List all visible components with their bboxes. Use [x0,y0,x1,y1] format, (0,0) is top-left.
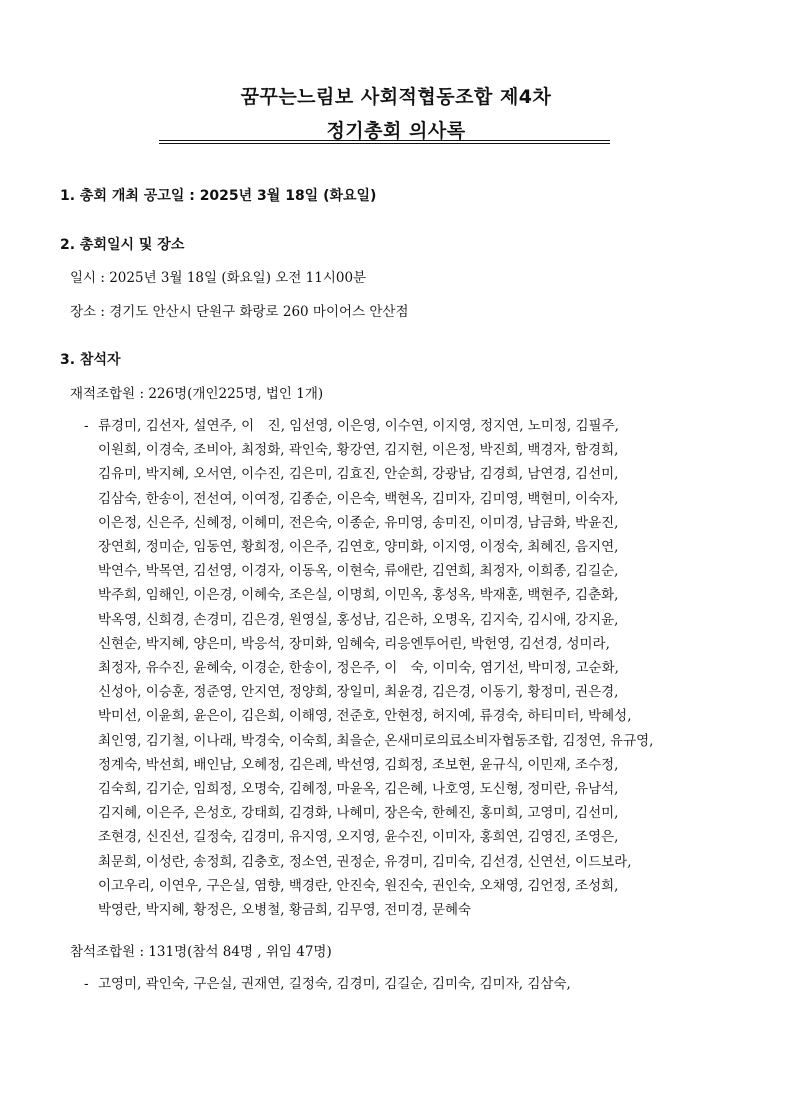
list-item: 이은정, 신은주, 신혜정, 이혜미, 전은숙, 이종순, 유미영, 송미진, 이미경, 남금화, 박윤진, [98,514,619,531]
list-item: 김삼숙, 한송이, 전선여, 이여정, 김종순, 이은숙, 백현옥, 김미자, 김미영, 백현미, 이숙자, [98,490,619,507]
section-2-heading: 2. 총회일시 및 장소 [60,237,185,253]
list-item: 박옥영, 신희경, 손경미, 김은경, 원영실, 홍성남, 김은하, 오명옥, 김지숙, 김시애, 강지윤, [98,611,619,628]
meeting-place: 장소 : 경기도 안산시 단원구 화랑로 260 마이어스 안산점 [70,304,409,320]
list-item: 이원희, 이경숙, 조비아, 최정화, 곽인숙, 황강연, 김지현, 이은정, 박진희, 백경자, 함경희, [98,442,619,459]
list-item: 장연희, 정미순, 임동연, 황희정, 이은주, 김연호, 양미화, 이지영, 이정숙, 최혜진, 음지연, [98,539,619,556]
list-item: 신현순, 박지혜, 양은미, 박응석, 장미화, 임혜숙, 리응엔투어린, 박헌영, 김선경, 성미라, [98,635,610,652]
section-3-heading: 3. 참석자 [60,352,121,368]
list-item: 류경미, 김선자, 설연주, 이 진, 임선영, 이은영, 이수연, 이지영, 정지연, 노미정, 김필주, [98,418,619,434]
meeting-datetime: 일시 : 2025년 3월 18일 (화요일) 오전 11시00분 [70,270,367,286]
list-item: 신성아, 이승훈, 정준영, 안지연, 정양희, 장일미, 최윤경, 김은경, 이동기, 황정미, 권은경, [98,684,619,701]
list-item: 박영란, 박지혜, 황정은, 오병철, 황금희, 김무영, 전미경, 문혜숙 [98,902,472,919]
registered-members-list [84,414,748,922]
list-item: 박연수, 박목연, 김선영, 이경자, 이동옥, 이현숙, 류애란, 김연희, 최정자, 이희종, 김길순, [98,563,619,580]
list-item: 최인영, 김기철, 이나래, 박경숙, 이숙희, 최을순, 온새미로의료소비자협동조합, 김정연, 유규영, [98,732,654,749]
list-item: 이고우리, 이연우, 구은실, 염향, 백경란, 안진숙, 원진숙, 권인숙, 오채영, 김언정, 조성희, [98,877,619,894]
title-underline [159,140,610,144]
list-item: 조현경, 신진선, 길정숙, 김경미, 유지영, 오지영, 윤수진, 이미자, 홍희연, 김영진, 조영은, [98,829,619,846]
list-item: 박미선, 이윤희, 윤은이, 김은희, 이해영, 전준호, 안현정, 허지예, 류경숙, 하티미터, 박혜성, [98,708,632,725]
list-item: 고영미, 곽인숙, 구은실, 권재연, 길정숙, 김경미, 김길순, 김미숙, 김미자, 김삼숙, [98,976,571,992]
registered-members-label: 재적조합원 : 226명(개인225명, 법인 1개) [70,386,324,402]
list-dash: - [84,418,89,434]
list-dash: - [84,976,89,992]
attending-members-list [84,972,748,996]
list-item: 박주희, 임해인, 이은경, 이혜숙, 조은실, 이명희, 이민옥, 홍성옥, 박재훈, 백현주, 김춘화, [98,587,619,604]
list-item: 최정자, 유수진, 윤혜숙, 이경순, 한송이, 정은주, 이 숙, 이미숙, 염기선, 박미정, 고순화, [98,660,619,677]
attending-members-label: 참석조합원 : 131명(참석 84명 , 위임 47명) [70,944,332,960]
section-1-heading: 1. 총회 개최 공고일 : 2025년 3월 18일 (화요일) [60,188,377,204]
list-item: 김지혜, 이은주, 은성호, 강태희, 김경화, 나혜미, 장은숙, 한혜진, 홍미희, 고영미, 김선미, [98,805,619,822]
list-item: 최문희, 이성란, 송정희, 김충호, 정소연, 권정순, 유경미, 김미숙, 김선경, 신연선, 이드보라, [98,853,632,870]
list-item: 김숙희, 김기순, 임희정, 오명숙, 김혜정, 마윤옥, 김은혜, 나호영, 도신형, 정미란, 유남석, [98,781,619,798]
document-title: 꿈꾸는느림보 사회적협동조합 제4차 [240,86,552,108]
title-block [0,82,792,146]
list-item: 정계숙, 박선희, 배인남, 오혜정, 김은례, 박선영, 김희정, 조보현, 윤규식, 이민재, 조수정, [98,756,619,773]
document-subtitle: 정기총회 의사록 [326,120,466,142]
list-item: 김유미, 박지혜, 오서연, 이수진, 김은미, 김효진, 안순희, 강광남, 김경희, 남연경, 김선미, [98,466,619,483]
